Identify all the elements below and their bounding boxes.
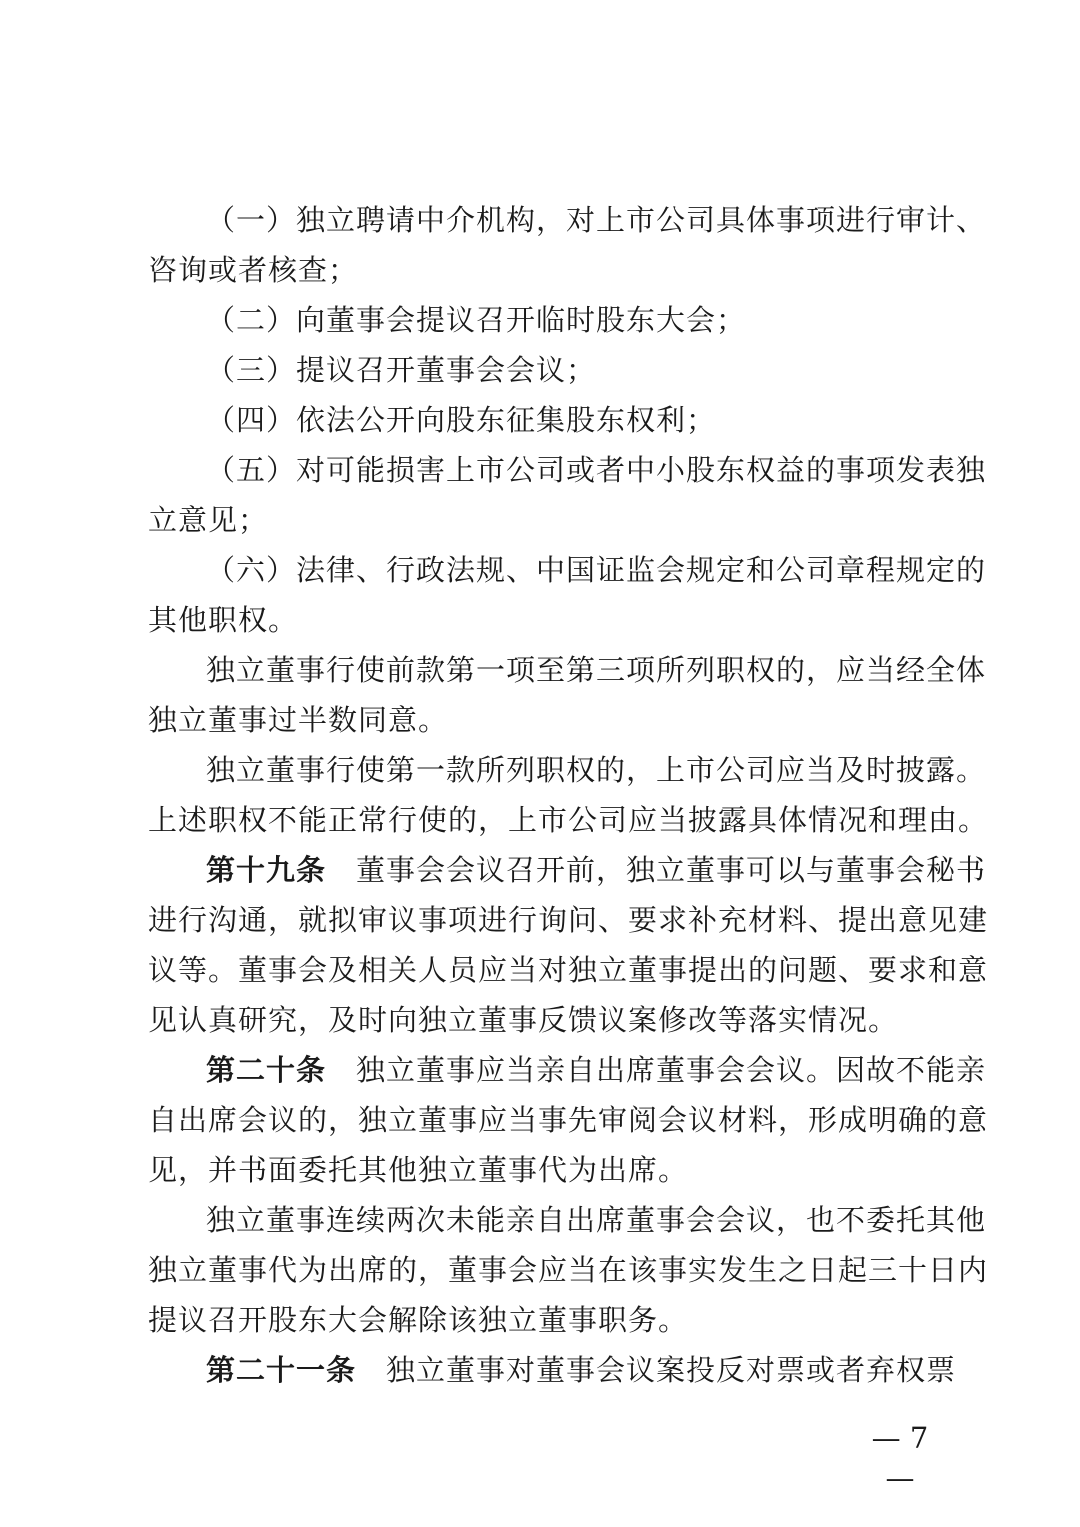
page-number: — 7 — xyxy=(871,1421,929,1495)
paragraph-line: 独立董事过半数同意。 xyxy=(148,703,449,737)
article-text: 董事会会议召开前，独立董事可以与董事会秘书 xyxy=(356,853,987,887)
paragraph-line: （二）向董事会提议召开临时股东大会； xyxy=(206,303,747,337)
paragraph-line: 独立董事代为出席的，董事会应当在该事实发生之日起三十日内 xyxy=(148,1253,989,1287)
paragraph-line: 独立董事连续两次未能亲自出席董事会会议，也不委托其他 xyxy=(206,1203,987,1237)
paragraph-line: 自出席会议的，独立董事应当事先审阅会议材料，形成明确的意 xyxy=(148,1103,989,1137)
paragraph-line: 议等。董事会及相关人员应当对独立董事提出的问题、要求和意 xyxy=(148,953,989,987)
paragraph-line: （三）提议召开董事会会议； xyxy=(206,353,597,387)
paragraph-line: 提议召开股东大会解除该独立董事职务。 xyxy=(148,1303,689,1337)
article-heading: 第十九条 xyxy=(206,853,327,887)
paragraph-line: （一）独立聘请中介机构，对上市公司具体事项进行审计、 xyxy=(206,203,987,237)
paragraph-line: 见认真研究，及时向独立董事反馈议案修改等落实情况。 xyxy=(148,1003,899,1037)
paragraph-line: 见，并书面委托其他独立董事代为出席。 xyxy=(148,1153,689,1187)
paragraph-line: （四）依法公开向股东征集股东权利； xyxy=(206,403,717,437)
article-21-line xyxy=(206,1342,957,1398)
paragraph-line: 立意见； xyxy=(148,503,269,537)
paragraph-line: 咨询或者核查； xyxy=(148,253,359,287)
paragraph-line: 其他职权。 xyxy=(148,603,299,637)
article-text: 独立董事对董事会议案投反对票或者弃权票 xyxy=(386,1353,957,1387)
article-text: 独立董事应当亲自出席董事会会议。因故不能亲 xyxy=(356,1053,987,1087)
paragraph-line: 独立董事行使第一款所列职权的，上市公司应当及时披露。 xyxy=(206,753,987,787)
paragraph-line: 上述职权不能正常行使的，上市公司应当披露具体情况和理由。 xyxy=(148,803,989,837)
paragraph-line: 独立董事行使前款第一项至第三项所列职权的，应当经全体 xyxy=(206,653,987,687)
article-19-line xyxy=(206,842,987,898)
paragraph-line: （六）法律、行政法规、中国证监会规定和公司章程规定的 xyxy=(206,553,987,587)
article-20-line xyxy=(206,1042,987,1098)
article-heading: 第二十一条 xyxy=(206,1353,357,1387)
paragraph-line: （五）对可能损害上市公司或者中小股东权益的事项发表独 xyxy=(206,453,987,487)
article-heading: 第二十条 xyxy=(206,1053,327,1087)
paragraph-line: 进行沟通，就拟审议事项进行询问、要求补充材料、提出意见建 xyxy=(148,903,989,937)
